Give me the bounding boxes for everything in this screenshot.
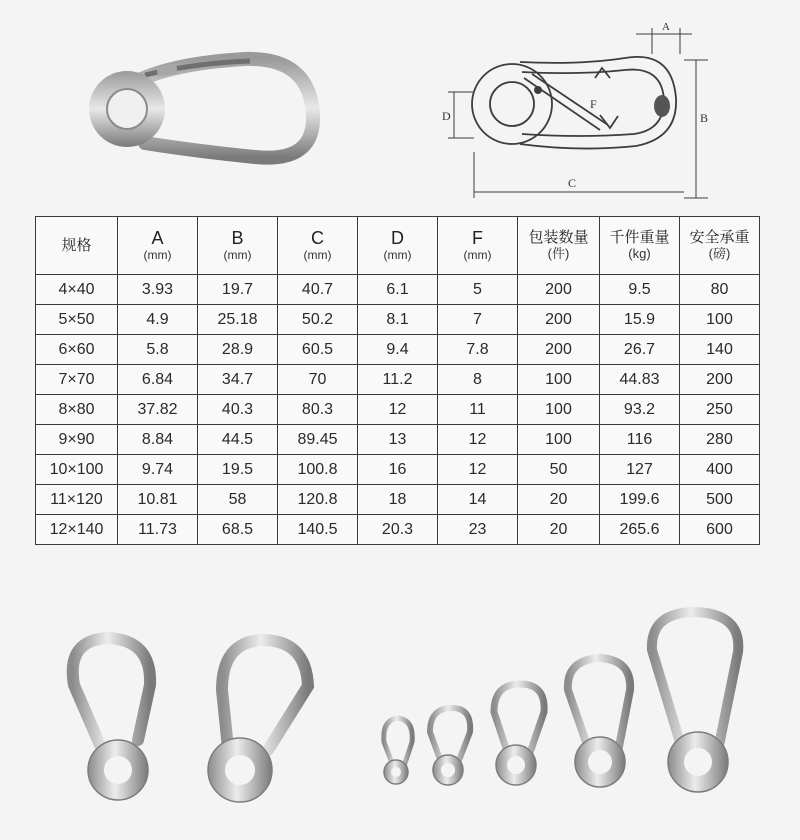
table-cell: 12 xyxy=(358,395,438,425)
table-cell: 280 xyxy=(680,425,760,455)
table-cell: 199.6 xyxy=(600,485,680,515)
table-cell: 13 xyxy=(358,425,438,455)
dimension-diagram xyxy=(440,20,710,200)
table-cell: 120.8 xyxy=(278,485,358,515)
table-cell: 6.84 xyxy=(118,365,198,395)
table-header-row xyxy=(36,217,760,275)
header-unit: (mm) xyxy=(223,247,252,262)
table-cell: 9.5 xyxy=(600,275,680,305)
table-cell: 10.81 xyxy=(118,485,198,515)
header-a xyxy=(118,217,198,275)
spec-table xyxy=(35,216,760,545)
table-cell: 11×120 xyxy=(36,485,118,515)
table-cell: 23 xyxy=(438,515,518,545)
header-c xyxy=(278,217,358,275)
table-cell: 44.5 xyxy=(198,425,278,455)
header-spec xyxy=(36,217,118,275)
table-cell: 200 xyxy=(518,275,600,305)
header-label: A xyxy=(151,228,164,249)
table-cell: 140.5 xyxy=(278,515,358,545)
table-cell: 200 xyxy=(518,335,600,365)
table-cell: 8×80 xyxy=(36,395,118,425)
table-cell: 400 xyxy=(680,455,760,485)
table-cell: 12×140 xyxy=(36,515,118,545)
header-d xyxy=(358,217,438,275)
table-cell: 11.2 xyxy=(358,365,438,395)
table-cell: 5.8 xyxy=(118,335,198,365)
diagram-label-f: F xyxy=(590,97,597,111)
table-cell: 34.7 xyxy=(198,365,278,395)
table-cell: 19.7 xyxy=(198,275,278,305)
table-cell: 200 xyxy=(680,365,760,395)
header-unit: (kg) xyxy=(628,245,651,261)
table-cell: 5×50 xyxy=(36,305,118,335)
header-label: B xyxy=(231,228,244,249)
table-cell: 600 xyxy=(680,515,760,545)
header-package-qty xyxy=(518,217,600,275)
table-row xyxy=(36,515,760,545)
table-cell: 100.8 xyxy=(278,455,358,485)
table-cell: 93.2 xyxy=(600,395,680,425)
table-cell: 250 xyxy=(680,395,760,425)
table-cell: 7 xyxy=(438,305,518,335)
table-cell: 12 xyxy=(438,455,518,485)
header-label: 规格 xyxy=(61,236,92,254)
table-cell: 14 xyxy=(438,485,518,515)
product-lineup-image xyxy=(0,590,800,830)
table-cell: 9×90 xyxy=(36,425,118,455)
header-label: 包装数量 xyxy=(528,229,589,247)
table-cell: 26.7 xyxy=(600,335,680,365)
header-unit: (磅) xyxy=(708,245,731,261)
table-cell: 7.8 xyxy=(438,335,518,365)
header-unit: (mm) xyxy=(303,247,332,262)
table-cell: 116 xyxy=(600,425,680,455)
table-cell: 50 xyxy=(518,455,600,485)
table-cell: 80.3 xyxy=(278,395,358,425)
table-cell: 500 xyxy=(680,485,760,515)
table-cell: 9.4 xyxy=(358,335,438,365)
table-cell: 89.45 xyxy=(278,425,358,455)
diagram-label-b: B xyxy=(700,111,709,125)
table-cell: 5 xyxy=(438,275,518,305)
table-cell: 4×40 xyxy=(36,275,118,305)
table-cell: 8.84 xyxy=(118,425,198,455)
table-cell: 127 xyxy=(600,455,680,485)
diagram-label-a: A xyxy=(662,21,670,33)
table-row xyxy=(36,455,760,485)
table-row xyxy=(36,365,760,395)
table-cell: 10×100 xyxy=(36,455,118,485)
header-label: C xyxy=(311,228,324,249)
header-label: F xyxy=(472,228,483,249)
hero-snap-hook-image xyxy=(85,45,325,175)
table-cell: 20.3 xyxy=(358,515,438,545)
header-weight-per-thousand xyxy=(600,217,680,275)
table-cell: 11.73 xyxy=(118,515,198,545)
table-cell: 40.3 xyxy=(198,395,278,425)
header-unit: (mm) xyxy=(143,247,172,262)
table-cell: 20 xyxy=(518,485,600,515)
table-cell: 9.74 xyxy=(118,455,198,485)
table-cell: 6×60 xyxy=(36,335,118,365)
table-cell: 11 xyxy=(438,395,518,425)
table-cell: 140 xyxy=(680,335,760,365)
table-row xyxy=(36,485,760,515)
table-cell: 100 xyxy=(680,305,760,335)
table-cell: 100 xyxy=(518,425,600,455)
table-cell: 7×70 xyxy=(36,365,118,395)
table-cell: 6.1 xyxy=(358,275,438,305)
table-cell: 100 xyxy=(518,365,600,395)
table-cell: 68.5 xyxy=(198,515,278,545)
table-cell: 16 xyxy=(358,455,438,485)
table-cell: 19.5 xyxy=(198,455,278,485)
header-safe-load xyxy=(680,217,760,275)
table-cell: 15.9 xyxy=(600,305,680,335)
table-cell: 60.5 xyxy=(278,335,358,365)
table-row xyxy=(36,425,760,455)
table-cell: 200 xyxy=(518,305,600,335)
table-cell: 28.9 xyxy=(198,335,278,365)
table-body xyxy=(36,275,760,545)
table-row xyxy=(36,335,760,365)
table-cell: 25.18 xyxy=(198,305,278,335)
diagram-label-d: D xyxy=(442,109,451,123)
table-cell: 58 xyxy=(198,485,278,515)
table-cell: 20 xyxy=(518,515,600,545)
header-unit: (件) xyxy=(547,245,570,261)
header-b xyxy=(198,217,278,275)
table-cell: 70 xyxy=(278,365,358,395)
table-row xyxy=(36,275,760,305)
table-cell: 37.82 xyxy=(118,395,198,425)
table-cell: 100 xyxy=(518,395,600,425)
table-row xyxy=(36,305,760,335)
table-cell: 3.93 xyxy=(118,275,198,305)
table-cell: 50.2 xyxy=(278,305,358,335)
table-cell: 80 xyxy=(680,275,760,305)
snap-hook-large-2 xyxy=(222,640,308,750)
header-label: 千件重量 xyxy=(609,229,670,247)
header-label: D xyxy=(391,228,404,249)
table-cell: 4.9 xyxy=(118,305,198,335)
header-label: 安全承重 xyxy=(689,229,750,247)
snap-hook-large-1 xyxy=(73,638,150,745)
header-unit: (mm) xyxy=(463,247,492,262)
table-cell: 12 xyxy=(438,425,518,455)
header-f xyxy=(438,217,518,275)
table-row xyxy=(36,395,760,425)
table-cell: 8.1 xyxy=(358,305,438,335)
table-cell: 44.83 xyxy=(600,365,680,395)
table-cell: 40.7 xyxy=(278,275,358,305)
header-unit: (mm) xyxy=(383,247,412,262)
diagram-label-c: C xyxy=(568,176,577,190)
table-cell: 18 xyxy=(358,485,438,515)
table-cell: 8 xyxy=(438,365,518,395)
table-cell: 265.6 xyxy=(600,515,680,545)
